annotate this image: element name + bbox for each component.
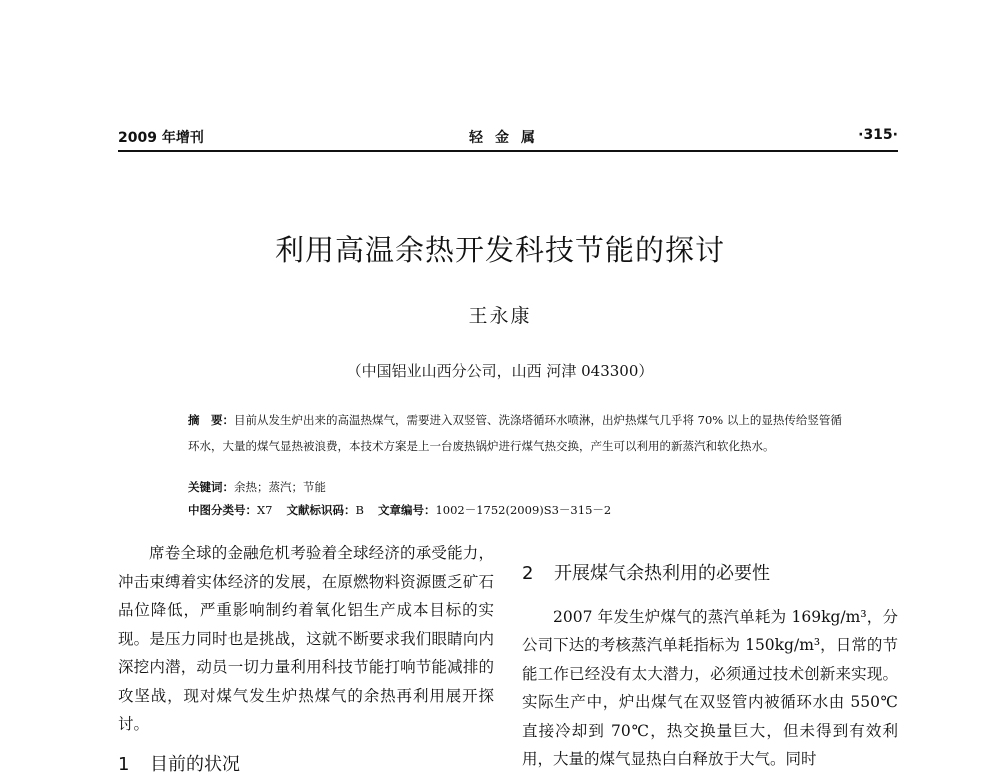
clc-value: X7 — [257, 503, 273, 517]
article-title: 利用高温余热开发科技节能的探讨 — [274, 233, 725, 267]
article-affiliation: （中国铝业山西分公司，山西 河津 043300） — [346, 362, 654, 380]
section-2-paragraph: 2007 年发生炉煤气的蒸汽单耗为 169kg/m³，分公司下达的考核蒸汽单耗指标为 150kg/m³，日常的节能工作已经没有太大潜力，必须通过技术创新来实现。实际生产中，炉出煤气在双竖管内被循环水由 550℃ 直接冷却到 70℃，热交换量巨大，但未得到有效利用，大量的煤气显热白白释放于大气。同时 — [522, 607, 898, 768]
keywords-label: 关键词： — [188, 480, 234, 494]
section-1-title: 目前的状况 — [150, 754, 240, 775]
article-no-label: 文章编号： — [377, 503, 436, 517]
header-issue: 2009 年增刊 — [118, 130, 204, 146]
left-column — [118, 539, 494, 739]
section-2-title: 开展煤气余热利用的必要性 — [554, 563, 770, 584]
keywords — [188, 479, 848, 495]
abstract-text: 目前从发生炉出来的高温热煤气，需要进入双竖管、洗涤塔循环水喷淋，出炉热煤气几乎将 70% 以上的显热传给竖管循环水，大量的煤气显热被浪费，本技术方案是上一台废热锅炉进行煤气热交换，产生可以利用的新蒸汽和软化热水。 — [188, 413, 842, 453]
abstract-label: 摘 要： — [188, 413, 234, 427]
header-journal-name: 轻金属 — [469, 130, 547, 146]
section-2-number: 2 — [522, 563, 534, 584]
clc-label: 中图分类号： — [188, 503, 257, 517]
section-1-heading — [118, 750, 240, 776]
section-2-heading — [522, 560, 898, 589]
doc-code-label: 文献标识码： — [286, 503, 356, 517]
doc-code-value: B — [355, 503, 364, 517]
keywords-text: 余热；蒸汽；节能 — [234, 480, 326, 494]
intro-paragraph: 席卷全球的金融危机考验着全球经济的承受能力，冲击束缚着实体经济的发展，在原燃物料资源匮乏矿石品位降低，严重影响制约着氧化铝生产成本目标的实现。是压力同时也是挑战，这就不断要求我们眼睛向内深挖内潜，动员一切力量利用科技节能打响节能减排的攻坚战，现对煤气发生炉热煤气的余热再利用展开探讨。 — [118, 544, 494, 733]
classification-line — [188, 502, 848, 518]
article-author: 王永康 — [468, 305, 532, 327]
header-page-number: ·315· — [858, 127, 898, 143]
abstract — [188, 407, 848, 459]
running-header — [118, 127, 898, 149]
right-column — [522, 560, 898, 774]
header-rule — [118, 150, 898, 152]
section-1-number: 1 — [118, 754, 130, 775]
article-no-value: 1002－1752(2009)S3－315－2 — [435, 503, 612, 517]
